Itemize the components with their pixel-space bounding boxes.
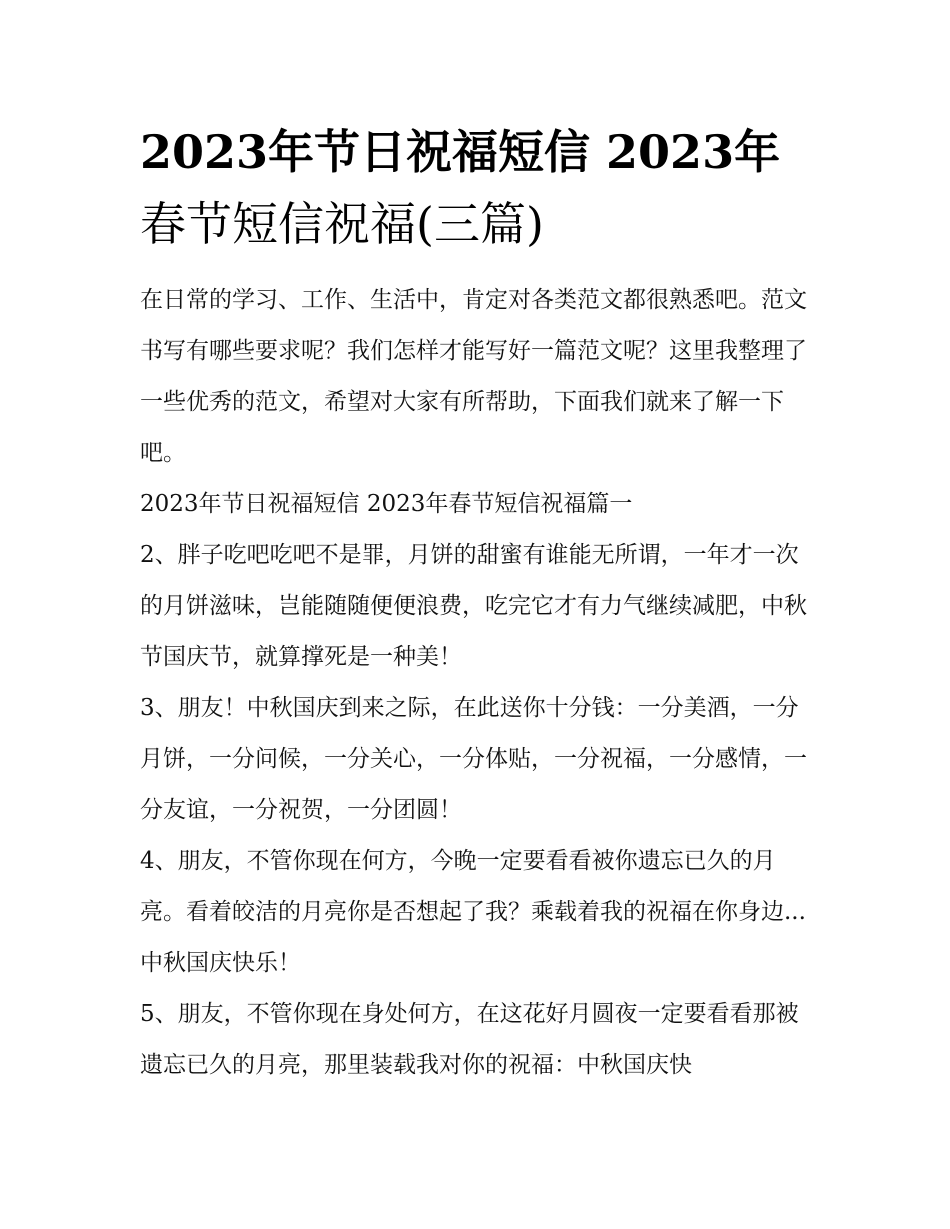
title-line-2: 春节短信祝福(三篇) (140, 197, 544, 251)
document-body (140, 275, 820, 1091)
message-item-4: 4、朋友，不管你现在何方，今晚一定要看看被你遗忘已久的月亮。看着皎洁的月亮你是否想起了我？乘载着我的祝福在你身边...中秋国庆快乐！ (140, 848, 806, 976)
intro-paragraph: 在日常的学习、工作、生活中，肯定对各类范文都很熟悉吧。范文书写有哪些要求呢？我们怎样才能写好一篇范文呢？这里我整理了一些优秀的范文，希望对大家有所帮助，下面我们就来了解一下吧。 (140, 287, 807, 466)
message-item-2: 2、胖子吃吧吃吧不是罪，月饼的甜蜜有谁能无所谓，一年才一次的月饼滋味，岂能随随便便浪费，吃完它才有力气继续减肥，中秋节国庆节，就算撑死是一种美！ (140, 542, 807, 670)
message-item-3: 3、朋友！中秋国庆到来之际，在此送你十分钱：一分美酒，一分月饼，一分问候，一分关心，一分体贴，一分祝福，一分感情，一分友谊，一分祝贺，一分团圆！ (140, 695, 807, 823)
message-item-5: 5、朋友，不管你现在身处何方，在这花好月圆夜一定要看看那被遗忘已久的月亮，那里装载我对你的祝福：中秋国庆快 (140, 1001, 799, 1078)
title-line-1: 2023年节日祝福短信 2023年 (140, 125, 781, 179)
section-heading: 2023年节日祝福短信 2023年春节短信祝福篇一 (140, 491, 633, 517)
document-title (140, 116, 830, 260)
